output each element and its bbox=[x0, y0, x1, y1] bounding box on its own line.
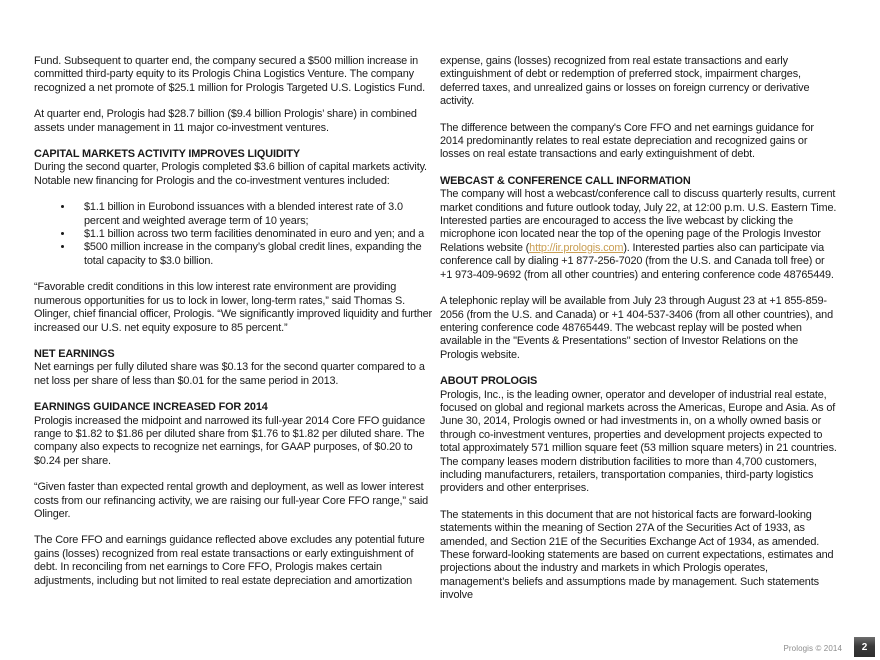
right-column bbox=[440, 55, 838, 616]
paragraph-with-link bbox=[440, 188, 838, 282]
paragraph-text: The company will host a webcast/conference call to discuss quarterly results, current market conditions and future outlook today, July 22, at 12:00 p.m. U.S. Eastern Time. Interested parties are encouraged to access the live webcast by clicking the microphone icon located near the top of the opening page of the Prologis Investor Relations website ( bbox=[440, 188, 837, 254]
paragraph: During the second quarter, Prologis completed $3.6 billion of capital markets activity. Notable new financing for Prologis and the co-investment ventures included: bbox=[34, 161, 427, 187]
paragraph: Prologis increased the midpoint and narrowed its full-year 2014 Core FFO guidance range to $1.82 to $1.86 per diluted share from $1.76 to $1.82 per diluted share. The company also expects to recognize net earnings, for GAAP purposes, of $0.20 to $0.24 per share. bbox=[34, 414, 426, 467]
section-heading-earnings-guidance: EARNINGS GUIDANCE INCREASED FOR 2014 bbox=[34, 401, 268, 414]
left-column bbox=[34, 55, 438, 601]
paragraph: Net earnings per fully diluted share was $0.13 for the second quarter compared to a net loss per share of less than $0.01 for the same period in 2013. bbox=[34, 361, 425, 387]
paragraph: Fund. Subsequent to quarter end, the company secured a $500 million increase in committed third-party equity to its Prologis China Logistics Venture. The company recognized a net promote of $25.1 million for Prologis Targeted U.S. Logistics Fund. bbox=[34, 55, 425, 94]
section-heading-net-earnings: NET EARNINGS bbox=[34, 347, 115, 360]
ir-website-link[interactable]: http://ir.prologis.com bbox=[529, 241, 624, 254]
footer-copyright: Prologis © 2014 bbox=[783, 644, 842, 653]
paragraph: The statements in this document that are not historical facts are forward-looking statements within the meaning of Section 27A of the Securities Act of 1933, as amended, and Section 21E of the Securities Exchange Act of 1934, as amended. These forward-looking statements are based on current expectations, estimates and projections about the industry and markets in which Prologis operates, management’s beliefs and assumptions made by management. Such statements involve bbox=[440, 508, 834, 602]
bullet-item: • $1.1 billion in Eurobond issuances with a blended interest rate of 3.0 percent and weighted average term of 10 years; bbox=[74, 201, 438, 228]
paragraph: The difference between the company's Core FFO and net earnings guidance for 2014 predominantly relates to real estate depreciation and recognized gains or losses on real estate transactions and early extinguishment of debt. bbox=[440, 121, 814, 161]
bullet-item: • $500 million increase in the company’s global credit lines, expanding the total capacity to $3.0 billion. bbox=[74, 241, 438, 268]
page-number-badge: 2 bbox=[854, 637, 875, 657]
paragraph: Prologis, Inc., is the leading owner, operator and developer of industrial real estate, focused on global and regional markets across the Americas, Europe and Asia. As of June 30, 2014, Prologis owned or had investments in, on a wholly owned basis or through co-investment ventures, properties and development projects expected to total approximately 571 million square feet (53 million square meters) in 21 countries. The company leases modern distribution facilities to more than 4,700 customers, including manufacturers, retailers, transportation companies, third-party logistics providers and other enterprises. bbox=[440, 388, 837, 495]
quote-paragraph: “Favorable credit conditions in this low interest rate environment are providing numerous opportunities for us to lock in lower, long-term rates,” said Thomas S. Olinger, chief financial officer, Prologis. “We significantly improved liquidity and further increased our U.S. net equity exposure to 85 percent.” bbox=[34, 281, 433, 334]
paragraph: A telephonic replay will be available from July 23 through August 23 at +1 855-859-2056 (from the U.S. and Canada) or +1 404-537-3406 (from all other countries), and entering conference code 48765449. The webcast replay will be posted when available in the "Events & Presentations" section of Investor Relations on the Prologis website. bbox=[440, 295, 833, 361]
section-heading-capital-markets: CAPITAL MARKETS ACTIVITY IMPROVES LIQUIDITY bbox=[34, 148, 301, 161]
quote-paragraph: “Given faster than expected rental growth and deployment, as well as lower interest costs from our refinancing activity, we are raising our full-year Core FFO range,” said Olinger. bbox=[34, 481, 429, 520]
section-heading-webcast: WEBCAST & CONFERENCE CALL INFORMATION bbox=[440, 174, 691, 187]
financing-bullet-list bbox=[34, 201, 438, 268]
paragraph-text: ). Interested parties also can participate via conference call by dialing +1 877-256-7020 (from the U.S. and Canada toll free) or +1 973-409-9692 (from all other countries) and entering conference code 48765449. bbox=[440, 241, 834, 281]
paragraph: At quarter end, Prologis had $28.7 billion ($9.4 billion Prologis’ share) in combined assets under management in 11 major co-investment ventures. bbox=[34, 108, 417, 134]
paragraph: expense, gains (losses) recognized from real estate transactions and early extinguishment of debt or redemption of preferred stock, impairment charges, deferred taxes, and unrealized gains or losses on foreign currency or derivative activity. bbox=[440, 55, 810, 108]
paragraph: The Core FFO and earnings guidance reflected above excludes any potential future gains (losses) recognized from real estate transactions or early extinguishment of debt. In reconciling from net earnings to Core FFO, Prologis makes certain adjustments, including but not limited to real estate depreciation and amortization bbox=[34, 534, 425, 587]
bullet-item: • $1.1 billion across two term facilities denominated in euro and yen; and a bbox=[74, 228, 438, 241]
section-heading-about-prologis: ABOUT PROLOGIS bbox=[440, 375, 538, 388]
